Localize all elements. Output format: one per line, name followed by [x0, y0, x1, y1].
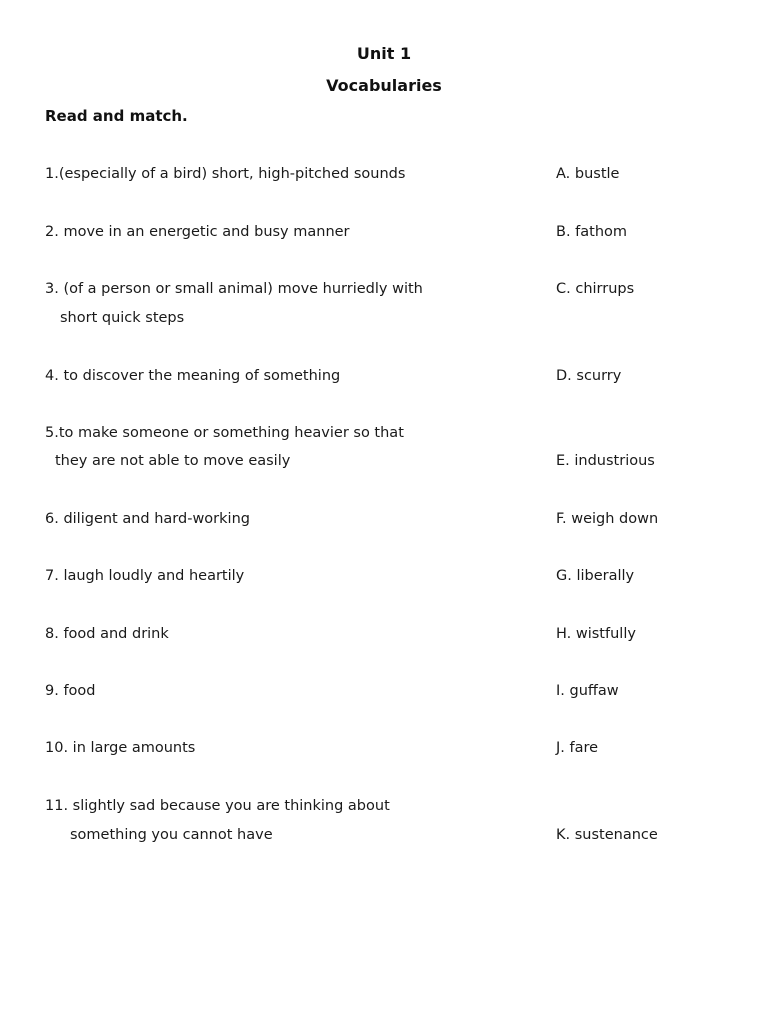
definition-3-line-2: short quick steps [60, 310, 185, 326]
answer-option-c: C. chirrups [556, 281, 635, 297]
answer-option-d: D. scurry [556, 368, 622, 384]
answer-option-i: I. guffaw [556, 683, 619, 699]
definition-7-line-1: 7. laugh loudly and heartily [45, 568, 245, 584]
definition-11-line-1: 11. slightly sad because you are thinking about [45, 798, 390, 814]
definition-5-line-1: 5.to make someone or something heavier so that [45, 425, 404, 441]
definition-9-line-1: 9. food [45, 683, 96, 699]
answer-option-f: F. weigh down [556, 511, 659, 527]
definition-11-line-2: something you cannot have [70, 827, 273, 843]
instruction-text: Read and match. [45, 107, 188, 125]
definition-10-line-1: 10. in large amounts [45, 740, 196, 756]
definition-2-line-1: 2. move in an energetic and busy manner [45, 224, 350, 240]
definition-1-line-1: 1.(especially of a bird) short, high-pitched sounds [45, 166, 406, 182]
definition-4-line-1: 4. to discover the meaning of something [45, 368, 341, 384]
unit-heading: Unit 1 [356, 44, 412, 63]
page-title: Vocabularies [326, 76, 442, 95]
answer-option-e: E. industrious [556, 453, 655, 469]
definition-3-line-1: 3. (of a person or small animal) move hurriedly with [45, 281, 423, 297]
answer-option-a: A. bustle [556, 166, 620, 182]
answer-option-g: G. liberally [556, 568, 635, 584]
answer-option-j: J. fare [556, 740, 599, 756]
answer-option-k: K. sustenance [556, 827, 658, 843]
definition-8-line-1: 8. food and drink [45, 626, 169, 642]
answer-option-h: H. wistfully [556, 626, 636, 642]
definition-5-line-2: they are not able to move easily [55, 453, 291, 469]
definition-6-line-1: 6. diligent and hard-working [45, 511, 250, 527]
answer-option-b: B. fathom [556, 224, 628, 240]
